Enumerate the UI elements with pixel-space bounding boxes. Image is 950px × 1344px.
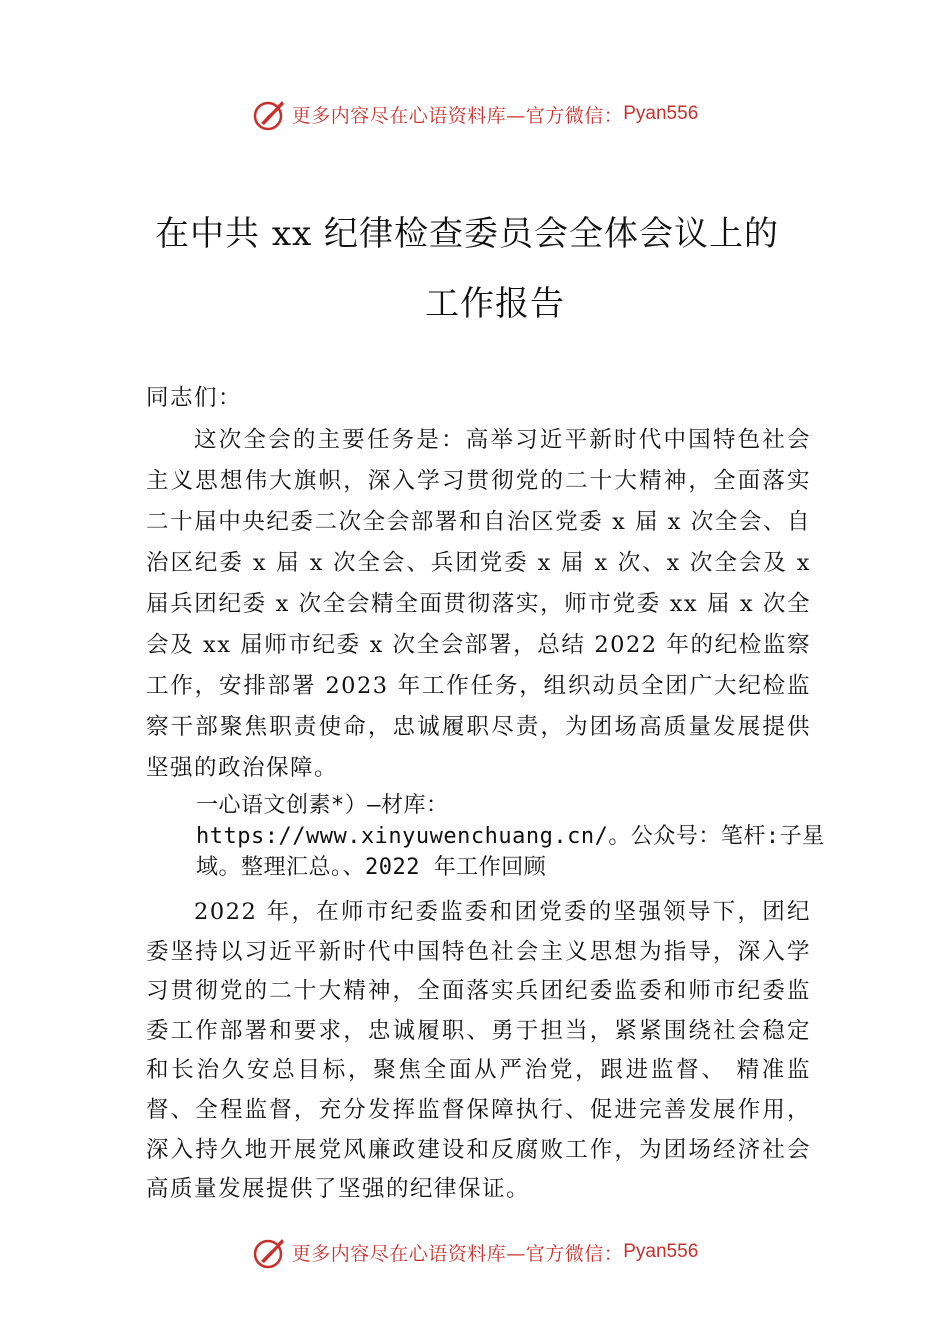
footer-banner (0, 1232, 950, 1272)
greeting: 同志们： (146, 385, 243, 411)
banner-wechat-id: Pyan556 (623, 1241, 699, 1262)
quill-pen-icon (252, 1234, 288, 1270)
paragraph-1: 这次全会的主要任务是：高举习近平新时代中国特色社会主义思想伟大旗帜，深入学习贯彻党的二十大精神，全面落实二十届中央纪委二次全会部署和自治区党委 x 届 x 次全会、自治区纪委 x 届 x 次全会、兵团党委 x 届 x 次、x 次全会及 x 届兵团纪委 x 次全会精全面贯彻落实，师市党委 xx 届 x 次全会及 xx 届师市纪委 x 次全会部署，总结 2022 年的纪检监察工作，安排部署 2023 年工作任务，组织动员全团广大纪检监察干部聚焦职责使命，忠诚履职尽责，为团场高质量发展提供坚强的政治保障。 (146, 427, 811, 781)
quill-pen-icon (252, 96, 288, 132)
banner-wechat-id: Pyan556 (623, 103, 699, 124)
banner-text: 更多内容尽在心语资料库—官方微信： (291, 104, 624, 127)
document-title-line1: 在中共 xx 纪律检查委员会全体会议上的 (155, 214, 779, 254)
paragraph-2: 2022 年，在师市纪委监委和团党委的坚强领导下，团纪委坚持以习近平新时代中国特色社会主义思想为指导，深入学习贯彻党的二十大精神，全面落实兵团纪委监委和师市纪委监委工作部署和要求，忠诚履职、勇于担当，紧紧围绕社会稳定和长治久安总目标，聚焦全面从严治党，跟进监督、 精准监督、全程监督，充分发挥监督保障执行、促进完善发展作用，深入持久地开展党风廉政建设和反腐败工作，为团场经济社会高质量发展提供了坚强的纪律保证。 (146, 899, 811, 1203)
document-title-line2: 工作报告 (425, 284, 565, 324)
watermark-ad-text: 一心语文创素*）—材库：https://www.xinyuwenchuang.cn/。公众号：笔杆:子星域。整理汇总。、2022 年工作回顾 (196, 793, 825, 880)
banner-text: 更多内容尽在心语资料库—官方微信： (291, 1242, 624, 1265)
header-banner (0, 94, 950, 134)
